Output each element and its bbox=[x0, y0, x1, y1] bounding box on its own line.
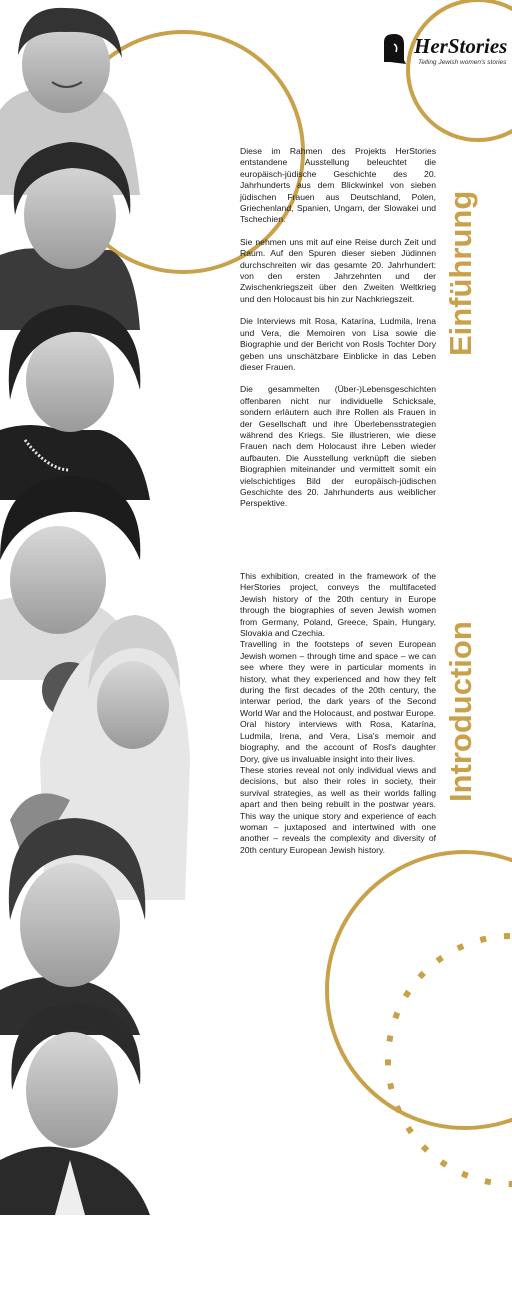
german-paragraph: Die gesammelten (Über-)Lebensgeschichten offenbaren nicht nur individuelle Schicksale, sondern erläutern auch ihre Rollen als Frauen in der Gesellschaft und ihre Überlebensstrategien während des Kriegs. Sie illustrieren, wie diese Frauen nach dem Holocaust ihre Leben wieder aufbauten. Die Ausstellung verknüpft die sieben Biographien miteinander und vermittelt somit ein vielschichtiges Bild der europäisch-jüdischen Geschichte des 20. Jahrhunderts aus weiblicher Perspektive. bbox=[240, 384, 436, 509]
german-paragraph: Diese im Rahmen des Projekts HerStories entstandene Ausstellung beleuchtet die europäisch-jüdische Geschichte des 20. Jahrhunderts aus dem Blickwinkel von sieben jüdischen Frauen aus Deutschland, Polen, Griechenland, Spanien, Ungarn, der Slowakei und Tschechien. bbox=[240, 146, 436, 225]
english-paragraph: These stories reveal not only individual views and decisions, but also their roles in society, their survival strategies, as well as their worlds falling apart and then being rebuilt in the postwar years. This way the unique story and experience of each woman – juxtaposed and intertwined with one another – reveals the complexity and diversity of 20th century European Jewish history. bbox=[240, 764, 436, 855]
book-face-icon bbox=[382, 32, 408, 66]
portrait-3 bbox=[0, 305, 150, 500]
portrait-collage bbox=[0, 0, 200, 1220]
ring-top-right bbox=[408, 0, 512, 140]
portrait-6 bbox=[0, 818, 145, 1035]
dotted-ring bbox=[388, 936, 512, 1184]
brand-tagline: Telling Jewish women's stories bbox=[418, 59, 507, 66]
english-paragraph: This exhibition, created in the framework of the HerStories project, conveys the multifaceted Jewish history of the 20th century in Europe through the biographies of seven Jewish women from Germany, Poland, Greece, Spain, Hungary, Slovakia and Czechia. bbox=[240, 571, 436, 639]
title-einfuehrung: Einführung bbox=[443, 190, 478, 356]
german-paragraph: Die Interviews mit Rosa, Katarína, Ludmila, Irena und Vera, die Memoiren von Lisa sowie die Biographie und der Bericht von Rosls Tochter Dory geben uns unschätzbare Einblicke in das Leben dieser Frauen. bbox=[240, 316, 436, 372]
portrait-2 bbox=[0, 142, 140, 330]
english-paragraph: Travelling in the footsteps of seven European Jewish women – through time and space – we can see where they were in particular moments in history, what they experienced and how they felt during the first decades of the 20th century, the interwar period, the dark years of the Second World War and the Holocaust, and postwar Europe. Oral history interviews with Rosa, Katarína, Ludmila, Irena, and Vera, Lisa's memoir and biography, and the account of Rosl's daughter Dory, give us invaluable insight into their lives. bbox=[240, 639, 436, 764]
german-paragraph: Sie nehmen uns mit auf eine Reise durch Zeit und Raum. Auf den Spuren dieser sieben Jüdinnen durchschreiten wir das gesamte 20. Jahrhundert: von den ersten Jahrzehnten und der Zwischenkriegszeit über den Zweiten Weltkrieg und den Holocaust bis hin zur Nachkriegszeit. bbox=[240, 236, 436, 304]
german-intro-text bbox=[240, 146, 436, 521]
portrait-7 bbox=[0, 1003, 150, 1215]
title-introduction: Introduction bbox=[443, 621, 478, 802]
herstories-logo bbox=[382, 30, 507, 70]
brand-name: HerStories bbox=[414, 34, 508, 58]
ring-bottom-right bbox=[327, 852, 512, 1128]
english-intro-text bbox=[240, 571, 436, 856]
